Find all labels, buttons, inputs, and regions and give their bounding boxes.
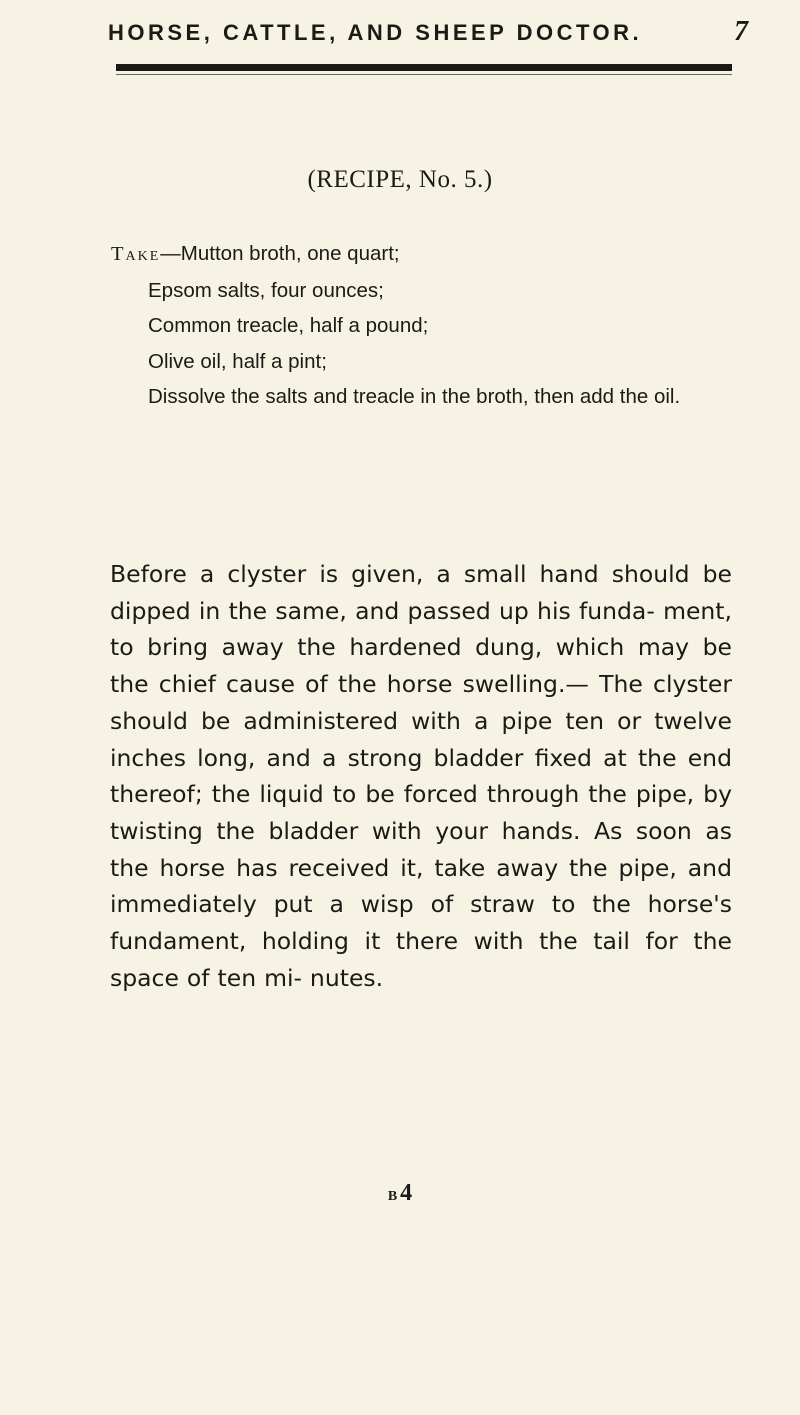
header-rule xyxy=(116,64,732,71)
page-number: 7 xyxy=(734,16,748,47)
take-word: Take xyxy=(111,243,161,265)
recipe-ingredient: Epsom salts, four ounces; xyxy=(148,278,384,302)
running-title: HORSE, CATTLE, AND SHEEP DOCTOR. xyxy=(108,20,643,45)
signature-number: 4 xyxy=(400,1180,413,1206)
body-paragraph: Before a clyster is given, a small hand should be dipped in the same, and passed up his funda- ment, to bring away the hardened dung, which may be the chief cause of the horse swelling.— The clyster should be administered with a pipe ten or twelve inches long, and a strong bladder fixed at the end thereof; the liquid to be forced through the pipe, by twisting the bladder with your hands. As soon as the horse has received it, take away the pipe, and immediately put a wisp of straw to the horse's fundament, holding it there with the tail for the space of ten mi- nutes. xyxy=(110,560,732,992)
running-head xyxy=(108,16,748,48)
recipe-ingredient: Olive oil, half a pint; xyxy=(148,349,327,373)
signature-mark xyxy=(0,1180,800,1207)
recipe-ingredient: —Mutton broth, one quart; xyxy=(160,242,400,265)
recipe-line xyxy=(111,236,726,273)
recipe-block xyxy=(111,236,726,415)
recipe-instruction: Dissolve the salts and treacle in the broth, then add the oil. xyxy=(148,385,681,408)
recipe-title: (RECIPE, No. 5.) xyxy=(307,166,493,193)
recipe-ingredient: Common treacle, half a pound; xyxy=(148,314,429,337)
signature-letter: B xyxy=(387,1189,398,1204)
